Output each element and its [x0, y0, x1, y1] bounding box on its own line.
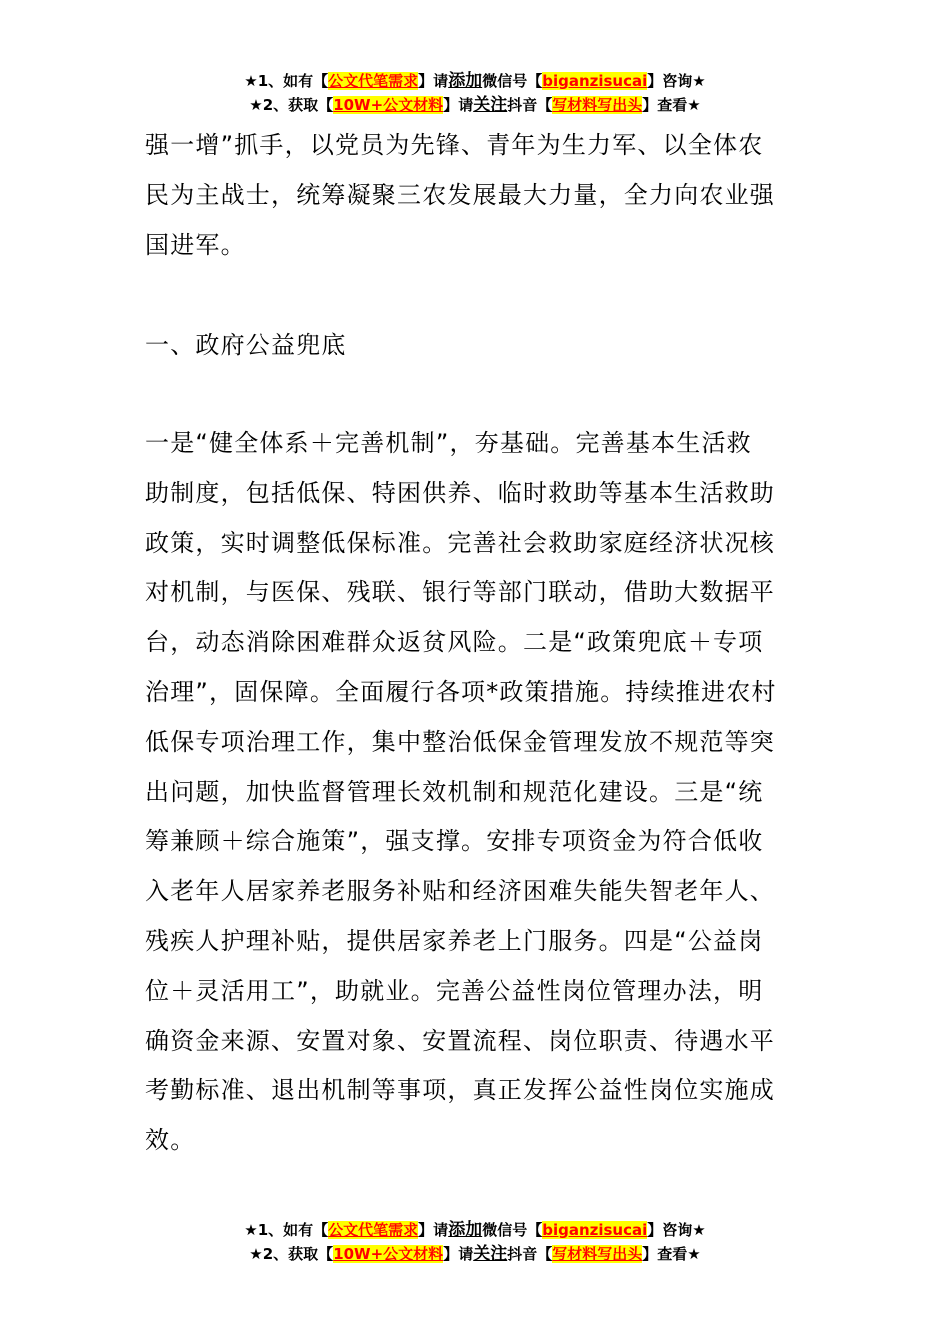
- banner-text: 抖音【: [507, 1245, 553, 1263]
- intro-line: 国进军。: [145, 231, 246, 259]
- banner-text: 】请: [443, 1245, 474, 1263]
- banner-text: ★2、获取【: [249, 96, 334, 114]
- banner-underlined: 添加: [448, 1220, 483, 1240]
- banner-text: 微信号【: [482, 1221, 543, 1239]
- banner-text: 微信号【: [482, 72, 543, 90]
- banner-highlight: 写材料写出头: [552, 1245, 643, 1263]
- promo-banner-bottom: [0, 1218, 950, 1266]
- paragraph-line: 确资金来源、安置对象、安置流程、岗位职责、待遇水平: [145, 1026, 775, 1055]
- intro-line: 强一增”抓手，以党员为先锋、青年为生力军、以全体农: [145, 131, 764, 159]
- banner-highlight: 写材料写出头: [552, 96, 643, 114]
- paragraph-line: 低保专项治理工作，集中整治低保金管理发放不规范等突: [145, 727, 775, 756]
- paragraph-line: 对机制，与医保、残联、银行等部门联动，借助大数据平: [145, 578, 775, 607]
- paragraph-line: 效。: [145, 1126, 196, 1155]
- banner-text: 】咨询★: [647, 1221, 706, 1239]
- banner-highlight: biganzisucai: [542, 72, 648, 90]
- intro-line: 民为主战士，统筹凝聚三农发展最大力量，全力向农业强: [145, 181, 775, 209]
- banner-highlight: 公文代笔需求: [328, 1221, 419, 1239]
- banner-line: [0, 1218, 950, 1242]
- paragraph-line: 筹兼顾＋综合施策”，强支撑。安排专项资金为符合低收: [145, 827, 764, 856]
- banner-underlined: 关注: [473, 95, 508, 115]
- banner-text: 】请: [418, 72, 449, 90]
- banner-underlined: 添加: [448, 71, 483, 91]
- paragraph-line: 出问题，加快监督管理长效机制和规范化建设。三是“统: [145, 777, 764, 806]
- banner-text: 抖音【: [507, 96, 553, 114]
- paragraph-line: 助制度，包括低保、特困供养、临时救助等基本生活救助: [145, 478, 775, 507]
- banner-text: ★2、获取【: [249, 1245, 334, 1263]
- banner-text: 】请: [418, 1221, 449, 1239]
- banner-text: 】查看★: [642, 96, 701, 114]
- banner-highlight: 公文代笔需求: [328, 72, 419, 90]
- banner-text: 】查看★: [642, 1245, 701, 1263]
- section-heading: 一、政府公益兜底: [145, 331, 347, 359]
- banner-text: 】咨询★: [647, 72, 706, 90]
- banner-text: ★1、如有【: [244, 72, 329, 90]
- paragraph-line: 治理”，固保障。全面履行各项*政策措施。持续推进农村: [145, 678, 777, 706]
- banner-highlight: 10W+公文材料: [333, 1245, 444, 1263]
- paragraph-line: 入老年人居家养老服务补贴和经济困难失能失智老年人、: [145, 877, 775, 906]
- paragraph-line: 考勤标准、退出机制等事项，真正发挥公益性岗位实施成: [145, 1076, 775, 1105]
- banner-line: [0, 69, 950, 93]
- banner-text: ★1、如有【: [244, 1221, 329, 1239]
- promo-banner-top: [0, 69, 950, 117]
- paragraph-line: 一是“健全体系＋完善机制”，夯基础。完善基本生活救: [145, 429, 752, 457]
- paragraph-line: 政策，实时调整低保标准。完善社会救助家庭经济状况核: [145, 528, 775, 557]
- banner-underlined: 关注: [473, 1244, 508, 1264]
- paragraph-line: 台，动态消除困难群众返贫风险。二是“政策兜底＋专项: [145, 628, 764, 657]
- paragraph-line: 位＋灵活用工”，助就业。完善公益性岗位管理办法，明: [145, 976, 764, 1005]
- paragraph-line: 残疾人护理补贴，提供居家养老上门服务。四是“公益岗: [145, 927, 764, 955]
- banner-highlight: 10W+公文材料: [333, 96, 444, 114]
- banner-text: 】请: [443, 96, 474, 114]
- banner-line: [0, 93, 950, 117]
- banner-line: [0, 1242, 950, 1266]
- banner-highlight: biganzisucai: [542, 1221, 648, 1239]
